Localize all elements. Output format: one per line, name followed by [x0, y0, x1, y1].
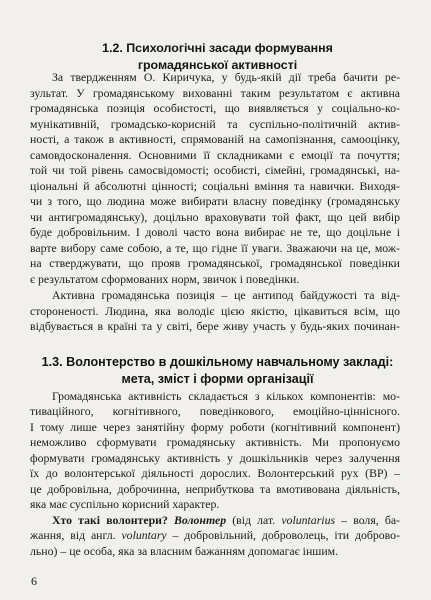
definition-line: льно) – це особа, яка за власним бажанням допомагає іншим. [30, 544, 339, 558]
text-line: є результатом сформованих норм, звичок і поведінки. [30, 272, 300, 286]
english-word: voluntary [121, 528, 167, 542]
definition-text: жання, від англ. [30, 528, 122, 542]
definition-text: – воля, ба- [335, 513, 400, 527]
text-line: відбувається в країні та у світі, бере живу участь у будь-яких починан- [30, 319, 400, 333]
text-line: зультат. У громадянському вихованні таким результатом є активна [30, 86, 400, 100]
text-line: на стверджувати, що прояв громадянської, громадянської поведінки [30, 256, 400, 270]
text-line: буде добровільним. І доволі часто вона вибирає не те, що доцільне і [30, 225, 400, 239]
text-line: Громадянська активність складається з кількох компонентів: мо- [52, 389, 400, 403]
page-number: 6 [31, 574, 37, 588]
text-line: той чи той рівень самосвідомості; особисті, сімейні, громадянські, на- [30, 163, 400, 177]
section-heading-line: 1.3. Волонтерство в дошкільному навчальному закладі: [41, 355, 394, 369]
text-line: Активна громадянська позиція – це антипод байдужості та від- [52, 288, 400, 302]
text-line: формувати громадянську активність у дошкільників через залучення [30, 451, 400, 465]
text-line: За твердженням О. Киричука, у будь-якій дії треба бачити ре- [52, 70, 400, 84]
definition-text: – добровільний, доброволець, іти доброво- [166, 528, 400, 542]
text-line: чи з того, що людина може вибирати власну поведінку (громадянську [30, 194, 400, 208]
text-line: яка має суспільно корисний характер. [30, 497, 220, 511]
section-heading-line: мета, зміст і форми організації [121, 372, 314, 386]
definition-text: (від лат. [226, 513, 282, 527]
latin-word: voluntarius [281, 513, 336, 527]
text-line: І тому лише через занятійну форму роботи (когнітивний компонент) [30, 420, 400, 434]
section-heading-1-2 [30, 40, 405, 74]
text-line: ності, а також в активності, спрямованій на самопізнання, самооцінку, [30, 132, 400, 146]
text-line: неможливо сформувати громадянську активність. Ми пропонуємо [30, 435, 400, 449]
text-line: їх до волонтерської діяльності дорослих. Волонтерський рух (ВР) – [30, 466, 400, 480]
text-line: громадянська позиція особистості, що виявляється у соціально-ко- [30, 101, 400, 115]
section-heading-line: 1.2. Психологічні засади формування [102, 41, 333, 55]
definition-term: Волонтер [173, 513, 227, 527]
text-line: самовдосконалення. Основними її складниками є емоції та почуття; [30, 148, 400, 162]
text-line: варте вибору саме собою, а те, що гідне її уваги. Зважаючи на це, мож- [30, 241, 400, 255]
definition-question: Хто такі волонтери? [52, 513, 168, 527]
text-line: стороненості. Людина, яка володіє цією якістю, цікавиться всім, що [30, 304, 400, 318]
text-line: мунікативній, громадсько-корисній та суспільно-політичній актив- [30, 117, 400, 131]
text-line: чи антигромадянську), доцільно враховувати той факт, що цей вибір [30, 210, 400, 224]
text-line: тиваційного, когнітивного, поведінкового, емоційно-ціннісного. [30, 404, 400, 418]
section-heading-1-3 [30, 354, 405, 388]
section-heading-line: громадянської активності [137, 58, 298, 72]
definition-line [30, 513, 400, 529]
text-line: це добровільна, доброчинна, неприбуткова та вмотивована діяльність, [30, 482, 400, 496]
text-line: ціональні й абсолютні цінності; соціальні вміння та навички. Виходя- [30, 179, 400, 193]
definition-line [30, 528, 400, 544]
